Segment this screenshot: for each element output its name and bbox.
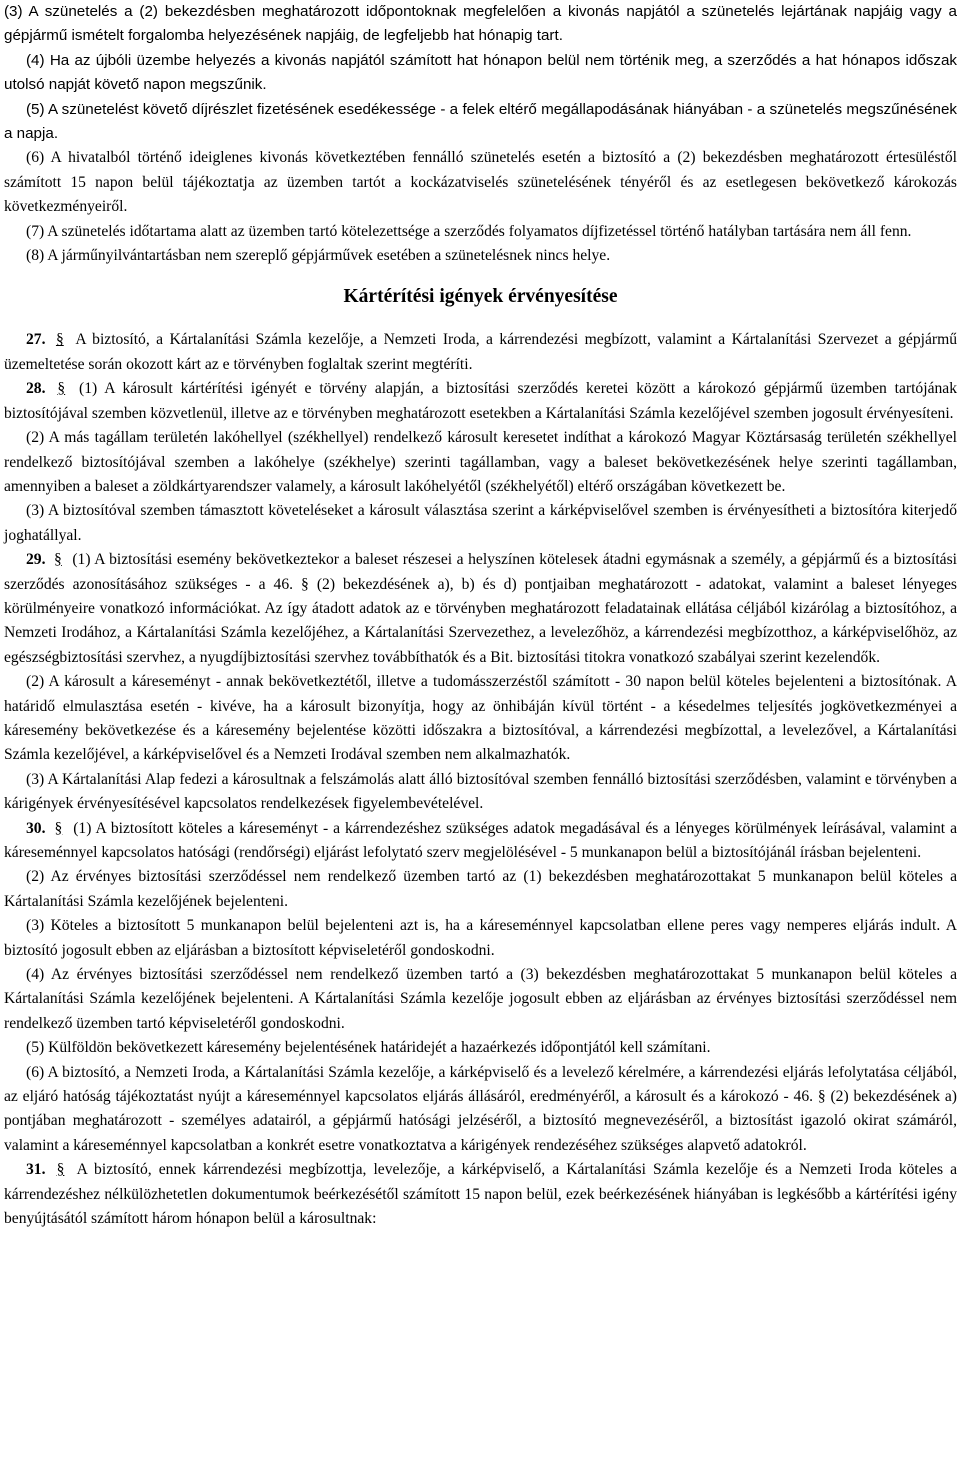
paragraph-text: A biztosító, a Kártalanítási Számla kezelője, a Nemzeti Iroda, a kárrendezési megbízott, valamint a Kártalanítási Szervezet a gépjármű üzemeltetése során okozott kárt az e törvényben foglaltak szerint megtéríti.	[4, 331, 957, 373]
paragraph-25-4: (4) Ha az újbóli üzembe helyezés a kivonás napjától számított hat hónapon belül nem történik meg, a szerződés a hat hónapos időszak utolsó napját követő napon megszűnik.	[4, 51, 957, 94]
section-symbol: §	[54, 819, 63, 837]
section-31-paragraph-1	[4, 1158, 957, 1231]
paragraph-25-8: (8) A járműnyilvántartásban nem szereplő gépjárművek esetében a szünetelésnek nincs helye.	[26, 247, 611, 265]
section-number: 27.	[26, 331, 46, 349]
section-30-paragraph-3: (3) Köteles a biztosított 5 munkanapon belül bejelenteni azt is, ha a káreseménnyel kapcsolatban ellene peres vagy nemperes eljárás indult. A biztosító jogosult ebben az eljárásban a biztosított képviseletéről gondoskodni.	[4, 917, 957, 959]
section-28-paragraph-1	[4, 377, 957, 426]
section-symbol: §	[56, 1161, 65, 1179]
section-number: 29.	[26, 551, 46, 569]
section-30-paragraph-5: (5) Külföldön bekövetkezett káresemény bejelentésének határidejét a hazaérkezés időpontjától kell számítani.	[26, 1039, 711, 1057]
paragraph-25-3: (3) A szünetelés a (2) bekezdésben meghatározott időpontoknak megfelelően a kivonás napjától a szünetelés lejártának napjáig vagy a gépjármű ismételt forgalomba helyezésének napjáig, de legfeljebb hat hónapig tart.	[4, 3, 957, 45]
section-29-paragraph-1	[4, 548, 957, 670]
section-30-paragraph-6: (6) A biztosító, a Nemzeti Iroda, a Kártalanítási Számla kezelője, a kárképviselő és a levelező kérelmére, a kárrendezési eljárás lefolytatása céljából, az eljáró hatóság tájékoztatást nyújt a káreseménnyel kapcsolatos eljárás állásáról, eredményéről, a károsult és a károkozó - 46. § (2) bekezdésének a) pontjában meghatározott - személyes adatairól, a gépjármű hatósági jelzéséről, a biztosító megnevezéséről, a biztosítást igazoló okirat számáról, valamint a káreseménnyel kapcsolatban a konkrét esetre vonatkoztatva a kárigények rendezéséhez szükséges alapvető adatokról.	[4, 1063, 957, 1154]
section-heading: Kártérítési igények érvényesítése	[343, 286, 618, 308]
paragraph-text: (1) A biztosítási esemény bekövetkeztekor a baleset részesei a helyszínen kötelesek átadni egymásnak a személy, a gépjármű és a biztosítási szerződés azonosításához szükséges - a 46. § (2) bekezdésének a), b) és d) pontjaiban meghatározott - adatokat, valamint a baleset lényeges körülményeire vonatkozó információkat. Az így átadott adatok az e törvényben meghatározott feladatainak ellátása céljából kizárólag a biztosítóhoz, a Nemzeti Irodához, a Kártalanítási Számla kezelőjéhez, a Kártalanítási Szervezethez, a levelezőhöz, a kárrendezési megbízotthoz, a kárképviselőhöz, az egészségbiztosítási szervhez, a nyugdíjbiztosítási szervhez továbbíthatók és a Bit. biztosítási titokra vonatkozó szabályai szerint kezelendők.	[4, 551, 957, 666]
section-27-paragraph-1	[4, 328, 957, 377]
section-28-paragraph-2: (2) A más tagállam területén lakóhellyel (székhellyel) rendelkező károsult keresetet indíthat a károkozó Magyar Köztársaság területén székhellyel rendelkező biztosítójával szemben a lakóhelye (székhelye) szerinti tagállamban, vagy a baleset bekövetkezésének helye szerinti tagállamban, amennyiben a baleset a zöldkártyarendszer valamely, a károsult lakóhelyétől (székhelyétől) eltérő országában következett be.	[4, 429, 957, 495]
paragraph-25-7: (7) A szünetelés időtartama alatt az üzemben tartó kötelezettsége a szerződés folyamatos díjfizetéssel történő hatályban tartására nem áll fenn.	[26, 222, 912, 240]
section-symbol: §	[55, 331, 64, 349]
section-29-paragraph-2: (2) A károsult a káreseményt - annak bekövetkeztétől, illetve a tudomásszerzéstől számított - 30 napon belül köteles bejelenteni a biztosítónak. A határidő elmulasztása esetén - kivéve, ha a károsult bizonyítja, hogy az önhibáján kívül történt - a késedelmes teljesítés jogkövetkezményei a káresemény bekövetkezése és a káresemény bejelentése közötti időszakra a biztosítóval, a kárrendezési megbízottal, a levelezővel, a Kártalanítási Számla kezelőjével, a kárképviselővel és a Nemzeti Irodával szemben nem alkalmazhatók.	[4, 673, 957, 764]
paragraph-text: A biztosító, ennek kárrendezési megbízottja, levelezője, a kárképviselő, a Kártalanítási Számla kezelője és a Nemzeti Iroda köteles a kárrendezéshez nélkülözhetetlen dokumentumok beérkezésétől számított 15 napon belül, ezek beérkezésének hiányában is legkésőbb a kártérítési igény benyújtásától számított három hónapon belül a károsultnak:	[4, 1161, 957, 1228]
section-symbol: §	[57, 380, 66, 398]
section-symbol: §	[54, 551, 62, 569]
section-number: 31.	[26, 1161, 46, 1179]
section-30-paragraph-4: (4) Az érvényes biztosítási szerződéssel nem rendelkező üzemben tartó a (3) bekezdésben meghatározottakat 5 munkanapon belül köteles a Kártalanítási Számla kezelőjének bejelenteni. A Kártalanítási Számla kezelője jogosult ebben az eljárásban az érvényes biztosítási szerződéssel nem rendelkező üzemben tartó képviseletéről gondoskodni.	[4, 966, 957, 1032]
section-number: 28.	[26, 380, 46, 398]
section-30-paragraph-2: (2) Az érvényes biztosítási szerződéssel nem rendelkező üzemben tartó az (1) bekezdésben meghatározottakat 5 munkanapon belül köteles a Kártalanítási Számla kezelőjének bejelenteni.	[4, 868, 957, 910]
paragraph-text: (1) A károsult kártérítési igényét e törvény alapján, a biztosítási szerződés keretei között a károkozó gépjármű üzemben tartójának biztosítójával szemben közvetlenül, illetve az e törvényben meghatározott esetekben a Kártalanítási Számla kezelőjével szemben jogosult érvényesíteni.	[4, 380, 958, 422]
section-29-paragraph-3: (3) A Kártalanítási Alap fedezi a károsultnak a felszámolás alatt álló biztosítóval szemben fennálló biztosítási szerződésben, valamint e törvényben a kárigények érvényesítésével kapcsolatos rendelkezések figyelembevételével.	[4, 770, 957, 813]
paragraph-25-5: (5) A szünetelést követő díjrészlet fizetésének esedékessége - a felek eltérő megállapodásának hiányában - a szünetelés megszűnésének a napja.	[4, 100, 957, 143]
paragraph-text: (1) A biztosított köteles a káreseményt - a kárrendezéshez szükséges adatok megadásával és a lényeges körülmények leírásával, valamint a káreseménnyel kapcsolatos hatósági (rendőrségi) eljárást lefolytató szerv megjelölésével - 5 munkanapon belül a biztosítójánál írásban bejelenteni.	[4, 819, 958, 861]
paragraph-25-6: (6) A hivatalból történő ideiglenes kivonás következtében fennálló szünetelés esetén a biztosító a (2) bekezdésben meghatározott értesüléstől számított 15 napon belül tájékoztatja az üzemben tartót a kockázatviselés szünetelésének tényéről és az esetlegesen bekövetkező károkozás következményeiről.	[4, 149, 957, 216]
section-28-paragraph-3: (3) A biztosítóval szemben támasztott követeléseket a károsult választása szerint a kárképviselővel szemben is érvényesítheti a biztosítóra kiterjedő joghatállyal.	[4, 502, 957, 544]
section-30-paragraph-1	[4, 817, 957, 866]
section-number: 30.	[26, 819, 46, 837]
